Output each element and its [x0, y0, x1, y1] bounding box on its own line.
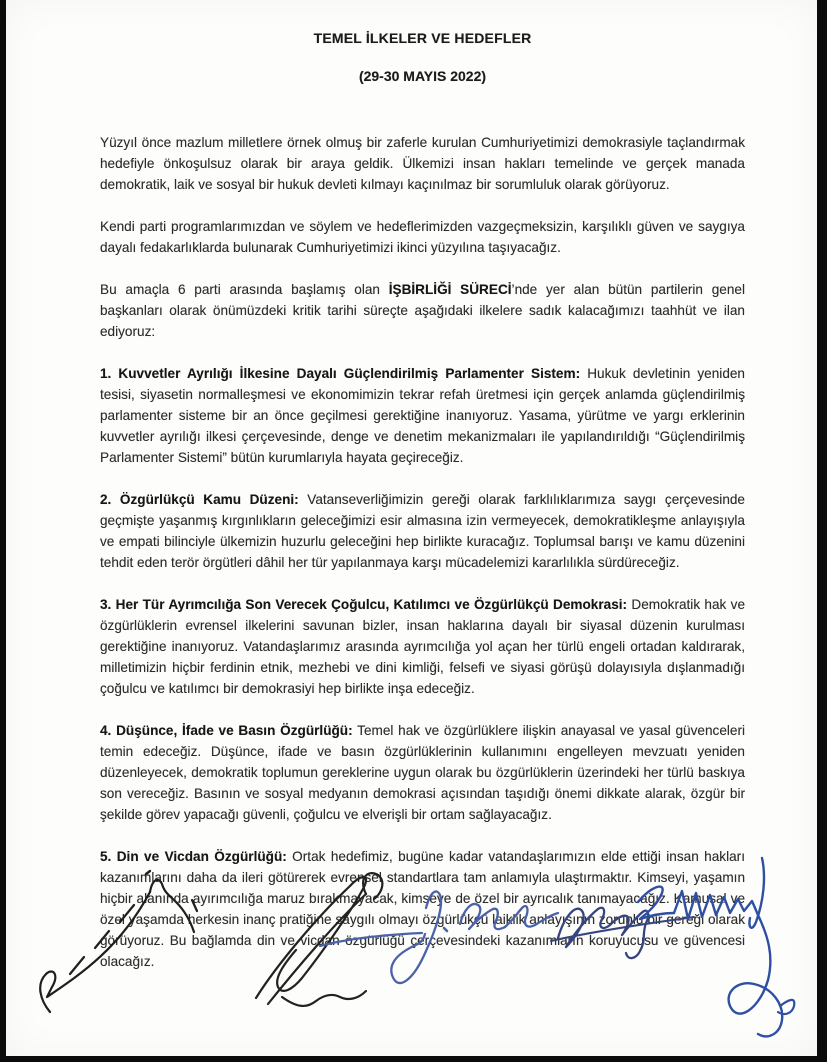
article-4: [100, 720, 745, 825]
signature-2: [256, 873, 382, 1006]
article-2-text: Vatanseverliğimizin gereği olarak farklılıklarımıza saygı çerçevesinde geçmişte yaşanmış kırgınlıkların geleceğimizi esir almasına izin vermeyecek, demokratikleşme anlayışıyla ve empati bilinciyle ülkemizin huzurlu geleceğini hep birlikte kuracağız. Toplumsal barışı ve kamu düzenini tehdit eden terör örgütleri dâhil her tür yapılanmaya karşı mücadelemizi kararlılıkla sürdüreceğiz.: [100, 492, 745, 570]
article-1-text: Hukuk devletinin yeniden tesisi, siyasetin normalleşmesi ve ekonomimizin tekrar refah üretmesi için gerçek anlamda güçlendirilmiş parlamenter sisteme bir an önce geçilmesi gerektiğine inanıyoruz. Yasama, yürütme ve yargı erklerinin kuvvetler ayrılığı ilkesi çerçevesinde, denge ve denetim mekanizmaları ile yapılandırıldığı “Güçlendirilmiş Parlamenter Sistemi” bütün kurumlarıyla hayata geçireceğiz.: [100, 366, 745, 465]
document-page: [6, 0, 817, 1056]
article-1: [100, 363, 745, 468]
signature-5: [638, 858, 794, 1036]
article-4-text: Temel hak ve özgürlüklere ilişkin anayasal ve yasal güvenceleri temin edeceğiz. Düşünce, ifade ve basın özgürlüklerinin kullanımını engelleyen mevzuatı yeniden düzenleyecek, demokratik toplumun gereklerine uygun olarak bu özgürlüklerin üzerindeki her türlü baskıya son vereceğiz. Basının ve sosyal medyanın demokrasi açısından taşıdığı önemi dikkate alarak, özgür bir şekilde görev yapacağı güvenli, çoğulcu ve elverişli bir ortam sağlayacağız.: [100, 723, 746, 822]
document-body: [100, 132, 745, 972]
article-3-text: Demokratik hak ve özgürlüklerin evrensel ilkelerini savunan bizler, insan haklarına dayalı bir siyasal düzenin kurulması gerektiğine inanıyoruz. Vatandaşlarımız arasında ayrımcılığa yol açan her türlü engeli ortadan kaldırarak, milletimizin hiçbir ferdinin etnik, mezhebi ve dini kimliği, felsefi ve siyasi görüşü dolayısıyla dışlanmadığı çoğulcu ve katılımcı bir demokrasiyi hep birlikte inşa edeceğiz.: [100, 597, 746, 696]
article-3: [100, 594, 745, 699]
article-1-heading: 1. Kuvvetler Ayrılığı İlkesine Dayalı Güçlendirilmiş Parlamenter Sistem:: [100, 366, 581, 381]
emphasized-text: İŞBİRLİĞİ SÜRECİ: [388, 282, 512, 297]
paragraph-text: Bu amaçla 6 parti arasında başlamış olan: [100, 282, 389, 297]
article-4-heading: 4. Düşünce, İfade ve Basın Özgürlüğü:: [100, 723, 353, 738]
article-2: [100, 489, 745, 573]
paragraph-text: ’nde yer alan bütün partilerin genel başkanları olarak önümüzdeki kritik tarihi süreçte aşağıdaki ilkelere sadık kalacağımızı taahhüt ve ilan ediyoruz:: [100, 282, 746, 339]
article-3-heading: 3. Her Tür Ayrımcılığa Son Verecek Çoğulcu, Katılımcı ve Özgürlükçü Demokrasi:: [100, 597, 628, 612]
intro-paragraph-2: Kendi parti programlarımızdan ve söylem ve hedeflerimizden vazgeçmeksizin, karşılıklı güven ve saygıya dayalı fedakarlıklarda bulunarak Cumhuriyetimizi ikinci yüzyılına taşıyacağız.: [100, 219, 745, 255]
signature-1: [40, 871, 197, 1012]
document-title: TEMEL İLKELER VE HEDEFLER: [313, 30, 532, 46]
signature-4: [551, 908, 694, 958]
article-5-heading: 5. Din ve Vicdan Özgürlüğü:: [100, 849, 287, 864]
document-date: (29-30 MAYIS 2022): [358, 68, 487, 84]
intro-paragraph-3: [100, 279, 745, 342]
article-2-heading: 2. Özgürlükçü Kamu Düzeni:: [100, 492, 299, 507]
article-5-text: Ortak hedefimiz, bugüne kadar vatandaşlarımızın elde ettiği insan hakları kazanımlarını daha da ileri götürerek evrensel standartlara tam anlamıyla ulaştırmaktır. Kimseyi, yaşamın hiçbir alanında ayırımcılığa maruz bırakmayacak, kimseye de özel bir ayrıcalık tanımayacağız. Kamusal ve özel yaşamda herkesin inanç pratiğine saygılı olmayı özgürlükçü laiklik anlayışının zorunlu bir gereği olarak görüyoruz. Bu bağlamda din ve vicdan özgürlüğü çerçevesindeki kazanımların koruyucusu ve güvencesi olacağız.: [100, 849, 745, 969]
intro-paragraph-1: Yüzyıl önce mazlum milletlere örnek olmuş bir zaferle kurulan Cumhuriyetimizi demokrasiyle taçlandırmak hedefiyle önkoşulsuz olarak bir araya geldik. Ülkemizi insan hakları temelinde ve gerçek manada demokratik, laik ve sosyal bir hukuk devleti kılmayı kaçınılmaz bir sorumluluk olarak görüyoruz.: [100, 135, 745, 192]
signature-area: [6, 856, 817, 1056]
